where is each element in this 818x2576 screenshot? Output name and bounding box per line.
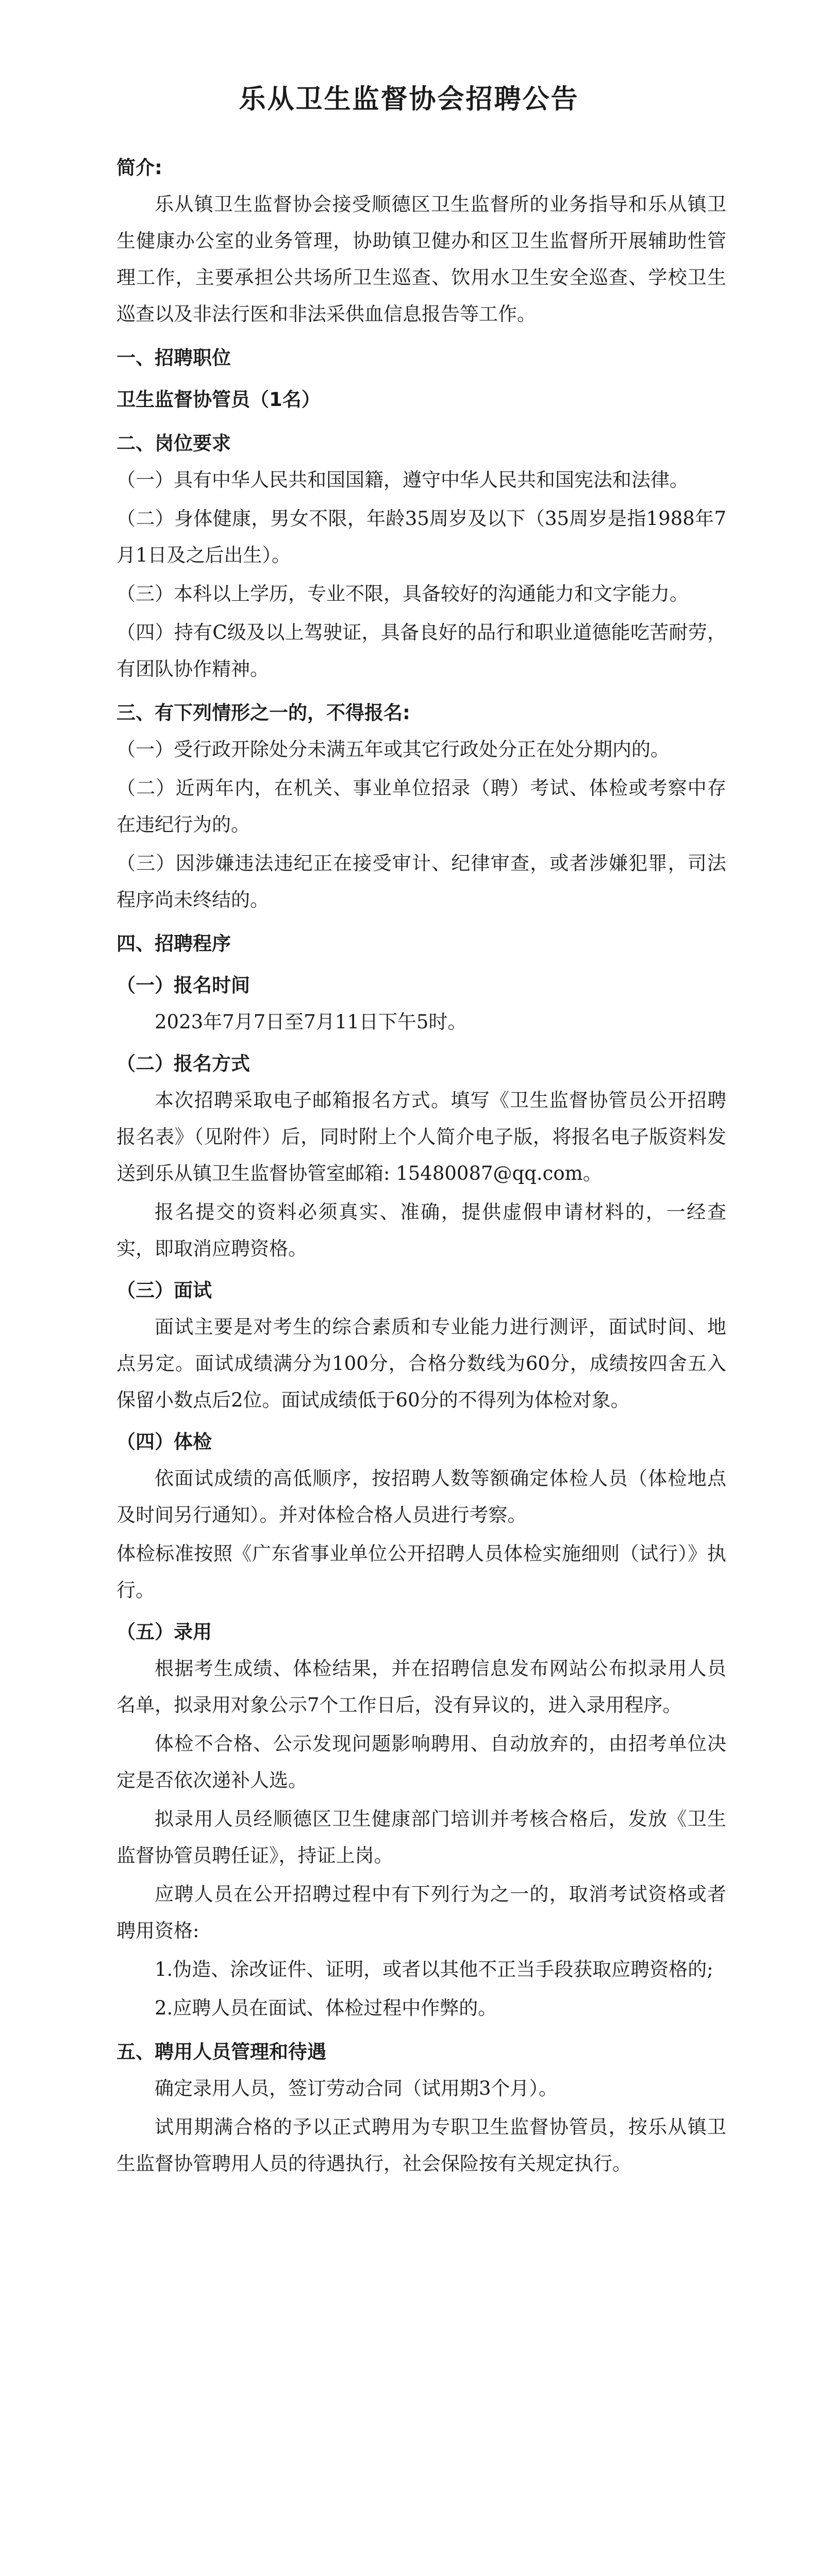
registration-method-text: 本次招聘采取电子邮箱报名方式。填写《卫生监督协管员公开招聘报名表》（见附件）后，同时附上个人简介电子版，将报名电子版资料发送到乐从镇卫生监督协管室邮箱: 15480087@qq.com。 bbox=[116, 1089, 726, 1184]
intro-heading: 简介: bbox=[116, 157, 162, 179]
disqualification-item: 2.应聘人员在面试、体检过程中作弊的。 bbox=[155, 1997, 497, 2019]
section-heading-requirements: 二、岗位要求 bbox=[116, 432, 231, 454]
hiring-text: 根据考生成绩、体检结果，并在招聘信息发布网站公布拟录用人员名单，拟录用对象公示7个工作日后，没有异议的，进入录用程序。 bbox=[116, 1657, 726, 1716]
medical-exam-standard: 体检标准按照《广东省事业单位公开招聘人员体检实施细则（试行）》执行。 bbox=[116, 1543, 726, 1601]
intro-paragraph: 乐从镇卫生监督协会接受顺德区卫生监督所的业务指导和乐从镇卫生健康办公室的业务管理，协助镇卫健办和区卫生监督所开展辅助性管理工作，主要承担公共场所卫生巡查、饮用水卫生安全巡查、学校卫生巡查以及非法行医和非法采供血信息报告等工作。 bbox=[116, 193, 726, 325]
requirement-item: （三）本科以上学历，专业不限，具备较好的沟通能力和文字能力。 bbox=[116, 583, 689, 605]
requirement-item: （四）持有C级及以上驾驶证，具备良好的品行和职业道德能吃苦耐劳，有团队协作精神。 bbox=[116, 621, 726, 680]
section-heading-positions: 一、招聘职位 bbox=[116, 347, 231, 369]
subheading-registration-method: （二）报名方式 bbox=[116, 1053, 250, 1075]
section-heading-exclusions: 三、有下列情形之一的，不得报名: bbox=[116, 702, 410, 724]
exclusion-item: （三）因涉嫌违法违纪正在接受审计、纪律审查，或者涉嫌犯罪，司法程序尚未终结的。 bbox=[116, 852, 726, 911]
subheading-interview: （三）面试 bbox=[116, 1279, 212, 1301]
hiring-text: 应聘人员在公开招聘过程中有下列行为之一的，取消考试资格或者聘用资格: bbox=[116, 1883, 726, 1942]
management-text: 确定录用人员，签订劳动合同（试用期3个月）。 bbox=[155, 2077, 558, 2099]
medical-exam-text: 依面试成绩的高低顺序，按招聘人数等额确定体检人员（体检地点及时间另行通知）。并对体检合格人员进行考察。 bbox=[116, 1467, 726, 1526]
interview-text: 面试主要是对考生的综合素质和专业能力进行测评，面试时间、地点另定。面试成绩满分为100分，合格分数线为60分，成绩按四舍五入保留小数点后2位。面试成绩低于60分的不得列为体检对象。 bbox=[116, 1316, 726, 1411]
document-body bbox=[116, 149, 726, 2184]
section-heading-procedure: 四、招聘程序 bbox=[116, 933, 231, 955]
hiring-text: 体检不合格、公示发现问题影响聘用、自动放弃的，由招考单位决定是否依次递补人选。 bbox=[116, 1733, 726, 1791]
exclusion-item: （二）近两年内，在机关、事业单位招录（聘）考试、体检或考察中存在违纪行为的。 bbox=[116, 777, 726, 836]
subheading-hiring: （五）录用 bbox=[116, 1621, 212, 1643]
registration-method-note: 报名提交的资料必须真实、准确，提供虚假申请材料的，一经查实，即取消应聘资格。 bbox=[116, 1201, 726, 1260]
requirement-item: （二）身体健康，男女不限，年龄35周岁及以下（35周岁是指1988年7月1日及之后出生）。 bbox=[116, 507, 726, 566]
hiring-text: 拟录用人员经顺德区卫生健康部门培训并考核合格后，发放《卫生监督协管员聘任证》，持证上岗。 bbox=[116, 1808, 726, 1867]
disqualification-item: 1.伪造、涂改证件、证明，或者以其他不正当手段获取应聘资格的; bbox=[155, 1958, 713, 1980]
registration-time-text: 2023年7月7日至7月11日下午5时。 bbox=[155, 1011, 467, 1033]
requirement-item: （一）具有中华人民共和国国籍，遵守中华人民共和国宪法和法律。 bbox=[116, 469, 689, 491]
section-heading-management: 五、聘用人员管理和待遇 bbox=[116, 2041, 326, 2063]
position-title: 卫生监督协管员（1名） bbox=[116, 388, 321, 411]
subheading-registration-time: （一）报名时间 bbox=[116, 974, 250, 996]
page-title: 乐从卫生监督协会招聘公告 bbox=[239, 84, 579, 115]
exclusion-item: （一）受行政开除处分未满五年或其它行政处分正在处分期内的。 bbox=[116, 738, 670, 760]
management-text: 试用期满合格的予以正式聘用为专职卫生监督协管员，按乐从镇卫生监督协管聘用人员的待遇执行，社会保险按有关规定执行。 bbox=[116, 2116, 726, 2175]
subheading-medical-exam: （四）体检 bbox=[116, 1431, 212, 1453]
